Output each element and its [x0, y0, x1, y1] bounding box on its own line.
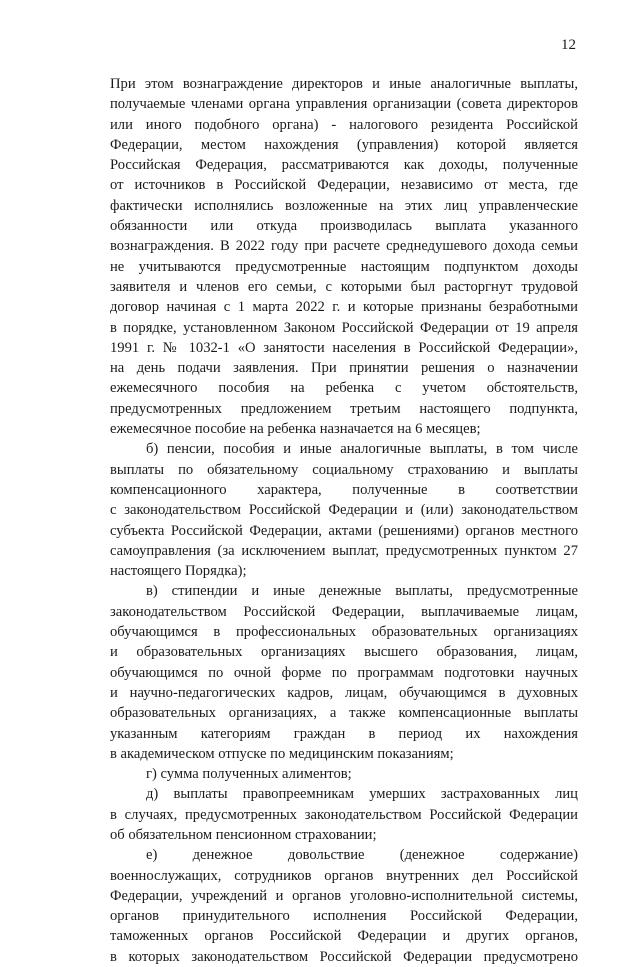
text-line: 1991 г. № 1032-1 «О занятости населения в Российской Федерации»,: [110, 339, 578, 356]
text-line: в) стипендии и иные денежные выплаты, предусмотренные: [146, 583, 578, 600]
text-line: Федерации, учреждений и органов уголовно-исполнительной системы,: [110, 887, 578, 904]
paragraph: [110, 74, 578, 439]
text-line: получаемые членами органа управления организации (совета директоров: [110, 96, 578, 113]
text-line: б) пенсии, пособия и иные аналогичные выплаты, в том числе: [146, 441, 578, 458]
text-line: ежемесячное пособие на ребенка назначается на 6 месяцев;: [110, 421, 481, 438]
text-line: субъекта Российской Федерации, актами (решениями) органов местного: [110, 522, 578, 539]
text-line: и образовательных организациях высшего образования, лицам,: [110, 644, 578, 661]
text-line: законодательством Российской Федерации, выплачиваемые лицам,: [110, 603, 578, 620]
text-line: ежемесячного пособия на ребенка с учетом обстоятельств,: [110, 380, 578, 397]
text-line: заявителя и членов его семьи, с которыми был расторгнут трудовой: [110, 278, 578, 295]
paragraph: [110, 439, 578, 581]
text-line: договор начиная с 1 марта 2022 г. и которые признаны безработными: [110, 299, 578, 316]
text-line: и научно-педагогических кадров, лицам, обучающимся в духовных: [110, 684, 578, 701]
page-number: 12: [561, 37, 576, 53]
paragraph: [110, 581, 578, 764]
text-line: не учитываются предусмотренные настоящим подпунктом доходы: [110, 258, 578, 275]
text-line: обязанности или откуда производилась выплата указанного: [110, 218, 578, 235]
paragraph: [110, 784, 578, 845]
paragraph: [110, 764, 578, 784]
text-line: предусмотренных предложением третьим настоящего подпункта,: [110, 400, 578, 417]
text-line: на день подачи заявления. При принятии решения о назначении: [110, 360, 578, 377]
text-line: указанным категориям граждан в период их нахождения: [110, 725, 578, 742]
text-line: военнослужащих, сотрудников органов внутренних дел Российской: [110, 867, 578, 884]
text-line: обучающимся по очной форме по программам подготовки научных: [110, 664, 578, 681]
text-line: д) выплаты правопреемникам умерших застрахованных лиц: [146, 786, 578, 803]
text-line: от источников в Российской Федерации, независимо от места, где: [110, 177, 578, 194]
text-line: в случаях, предусмотренных законодательством Российской Федерации: [110, 806, 578, 823]
text-line: органов принудительного исполнения Российской Федерации,: [110, 908, 578, 925]
text-line: обучающимся в профессиональных образовательных организациях: [110, 624, 578, 641]
text-line: в академическом отпуске по медицинским показаниям;: [110, 745, 454, 762]
text-line: При этом вознаграждение директоров и иные аналогичные выплаты,: [110, 76, 578, 92]
text-line: выплаты по обязательному социальному страхованию и выплаты: [110, 461, 578, 478]
text-line: об обязательном пенсионном страховании;: [110, 826, 377, 843]
text-line: таможенных органов Российской Федерации и других органов,: [110, 928, 578, 945]
text-line: вознаграждения. В 2022 году при расчете среднедушевого дохода семьи: [110, 238, 578, 255]
text-line: Российская Федерация, рассматриваются как доходы, полученные: [110, 157, 578, 174]
paragraph: [110, 845, 578, 967]
text-line: Федерации, местом нахождения (управления) которой является: [110, 136, 578, 153]
text-line: в порядке, установленном Законом Российской Федерации от 19 апреля: [110, 319, 578, 336]
text-line: образовательных организациях, а также компенсационные выплаты: [110, 705, 578, 722]
text-line: или иного подобного органа) - налогового резидента Российской: [110, 116, 578, 133]
text-line: настоящего Порядка);: [110, 563, 247, 580]
text-line: г) сумма полученных алиментов;: [146, 766, 352, 783]
text-line: с законодательством Российской Федерации и (или) законодательством: [110, 502, 578, 519]
text-line: самоуправления (за исключением выплат, предусмотренных пунктом 27: [110, 542, 578, 559]
body-text: [110, 74, 578, 967]
text-line: фактически исполнялись возложенные на этих лиц управленческие: [110, 197, 578, 214]
text-line: в которых законодательством Российской Федерации предусмотрено: [110, 948, 578, 965]
text-line: е) денежное довольствие (денежное содержание): [146, 847, 578, 864]
text-line: компенсационного характера, полученные в соответствии: [110, 481, 578, 498]
